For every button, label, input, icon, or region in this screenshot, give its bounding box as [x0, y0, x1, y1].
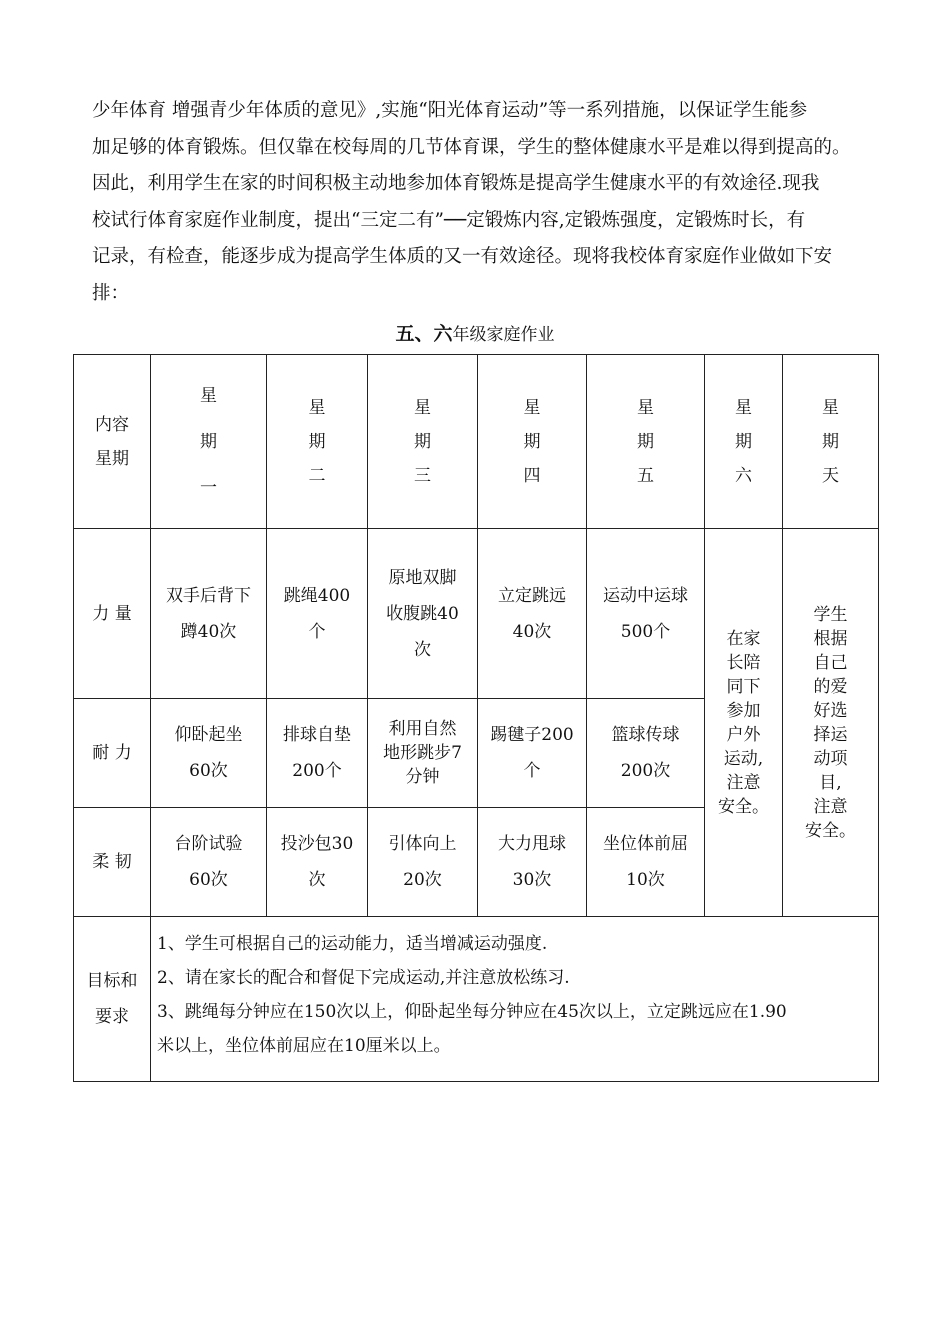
exercise-cell	[478, 808, 587, 917]
day-char: 一	[200, 477, 217, 498]
cell-line: 踢毽子200	[490, 725, 574, 745]
exercise-cell	[267, 699, 368, 808]
goals-content	[151, 917, 879, 1082]
cell-line: 仰卧起坐	[174, 725, 243, 745]
day-header-sat	[705, 355, 783, 529]
cell-line: 个	[523, 761, 541, 781]
cell-line: 运动中运球	[603, 585, 688, 606]
exercise-cell	[151, 699, 267, 808]
note-line: 同下	[726, 676, 761, 697]
day-char: 五	[637, 465, 654, 486]
cell-line: 60次	[189, 761, 228, 781]
note-line: 参加	[726, 700, 761, 721]
homework-table	[73, 354, 879, 1082]
note-line: 目,	[819, 772, 842, 793]
cell-line: 立定跳远	[498, 585, 566, 606]
note-line: 安全。	[805, 820, 856, 841]
note-line: 注意	[726, 772, 761, 793]
cell-line: 次	[414, 639, 431, 660]
note-line: 择运	[813, 724, 848, 745]
paragraph-line: 校试行体育家庭作业制度，提出“三定二有”──定锻炼内容,定锻炼强度，定锻炼时长，有	[92, 209, 806, 231]
cell-line: 蹲40次	[180, 621, 237, 642]
saturday-note	[705, 529, 783, 917]
cell-line: 原地双脚	[388, 567, 457, 588]
day-char: 星	[523, 397, 541, 418]
exercise-cell	[151, 529, 267, 699]
exercise-cell	[151, 808, 267, 917]
day-char: 期	[200, 431, 217, 452]
day-char: 星	[637, 397, 654, 418]
day-char: 期	[822, 431, 839, 452]
goal-label-cell	[74, 917, 151, 1082]
day-char: 三	[414, 465, 431, 486]
corner-content: 内容	[95, 414, 129, 435]
cell-line: 500个	[620, 621, 671, 642]
cell-line: 个	[308, 621, 326, 642]
strength-row	[74, 529, 879, 699]
cell-line: 篮球传球	[611, 725, 680, 745]
cell-line: 分钟	[405, 767, 440, 787]
goal-item: 米以上，坐位体前屈应在10厘米以上。	[157, 1036, 451, 1056]
cell-line: 200次	[620, 761, 671, 781]
note-line: 在家	[726, 628, 761, 649]
exercise-cell	[587, 808, 705, 917]
goal-item: 3、跳绳每分钟应在150次以上，仰卧起坐每分钟应在45次以上，立定跳远应在1.90	[157, 1002, 787, 1022]
paragraph-line: 记录，有检查，能逐步成为提高学生体质的又一有效途径。现将我校体育家庭作业做如下安	[92, 246, 833, 267]
cell-line: 收腹跳40	[386, 603, 459, 624]
note-line: 的爱	[813, 676, 848, 697]
day-char: 期	[523, 431, 541, 452]
exercise-cell	[267, 808, 368, 917]
day-char: 天	[822, 465, 839, 486]
day-char: 星	[414, 397, 431, 418]
note-line: 自己	[813, 652, 848, 673]
day-char: 星	[200, 385, 217, 406]
day-header-mon	[151, 355, 267, 529]
exercise-cell	[368, 699, 478, 808]
exercise-cell	[587, 699, 705, 808]
row-label-flexibility: 柔 韧	[74, 808, 151, 917]
cell-line: 30次	[512, 870, 552, 890]
paragraph-line: 少年体育 增强青少年体质的意见》,实施“阳光体育运动”等一系列措施，以保证学生能参	[92, 100, 808, 121]
paragraph-line: 因此，利用学生在家的时间积极主动地参加体育锻炼是提高学生健康水平的有效途径.现我	[92, 173, 820, 194]
day-char: 星	[822, 397, 839, 418]
cell-line: 排球自垫	[283, 725, 351, 745]
day-char: 期	[414, 431, 431, 452]
note-line: 动项	[813, 748, 848, 769]
corner-cell	[74, 355, 151, 529]
paragraph-line: 排：	[92, 282, 130, 304]
corner-weekday: 星期	[95, 448, 129, 469]
caption-title: 年级家庭作业	[452, 325, 555, 345]
goal-label-line: 要求	[95, 1007, 129, 1027]
cell-line: 200个	[292, 761, 342, 781]
day-char: 期	[637, 431, 654, 452]
row-label-strength: 力 量	[74, 529, 151, 699]
exercise-cell	[267, 529, 368, 699]
goal-label-line: 目标和	[86, 971, 138, 991]
exercise-cell	[478, 529, 587, 699]
note-line: 安全。	[718, 796, 769, 817]
day-char: 期	[735, 431, 752, 452]
day-char: 星	[735, 397, 752, 418]
table-caption	[0, 322, 950, 347]
day-char: 星	[308, 397, 326, 418]
note-line: 运动,	[723, 748, 764, 769]
note-line: 学生	[813, 604, 848, 625]
day-char: 六	[735, 465, 752, 486]
cell-line: 大力甩球	[498, 834, 566, 854]
cell-line: 跳绳400	[283, 585, 351, 606]
cell-line: 投沙包30	[280, 834, 354, 854]
cell-line: 地形跳步7	[383, 743, 462, 763]
day-header-fri	[587, 355, 705, 529]
cell-line: 40次	[512, 621, 552, 642]
note-line: 户外	[726, 724, 761, 745]
row-label-endurance: 耐 力	[74, 699, 151, 808]
note-line: 根据	[813, 628, 848, 649]
goals-row	[74, 917, 879, 1082]
exercise-cell	[368, 529, 478, 699]
cell-line: 利用自然	[388, 719, 457, 739]
goal-item: 1、学生可根据自己的运动能力，适当增减运动强度.	[157, 934, 548, 954]
cell-line: 引体向上	[388, 834, 457, 854]
exercise-cell	[368, 808, 478, 917]
cell-line: 次	[308, 870, 326, 890]
day-header-wed	[368, 355, 478, 529]
goal-item: 2、请在家长的配合和督促下完成运动,并注意放松练习.	[157, 968, 570, 988]
exercise-cell	[478, 699, 587, 808]
note-line: 好选	[813, 700, 848, 721]
cell-line: 双手后背下	[166, 585, 251, 606]
cell-line: 20次	[403, 870, 442, 890]
day-char: 期	[308, 431, 326, 452]
sunday-note	[783, 529, 879, 917]
caption-grade: 五、六	[395, 323, 453, 345]
paragraph-line: 加足够的体育锻炼。但仅靠在校每周的几节体育课，学生的整体健康水平是难以得到提高的。	[92, 136, 851, 158]
header-row	[74, 355, 879, 529]
intro-paragraph	[92, 93, 882, 312]
day-char: 四	[523, 465, 541, 486]
note-line: 长陪	[726, 652, 761, 673]
day-header-sun	[783, 355, 879, 529]
exercise-cell	[587, 529, 705, 699]
day-header-thu	[478, 355, 587, 529]
day-header-tue	[267, 355, 368, 529]
cell-line: 台阶试验	[174, 834, 243, 854]
cell-line: 10次	[626, 870, 665, 890]
note-line: 注意	[813, 796, 848, 817]
cell-line: 60次	[189, 870, 228, 890]
day-char: 二	[308, 465, 326, 486]
cell-line: 坐位体前屈	[603, 834, 688, 854]
